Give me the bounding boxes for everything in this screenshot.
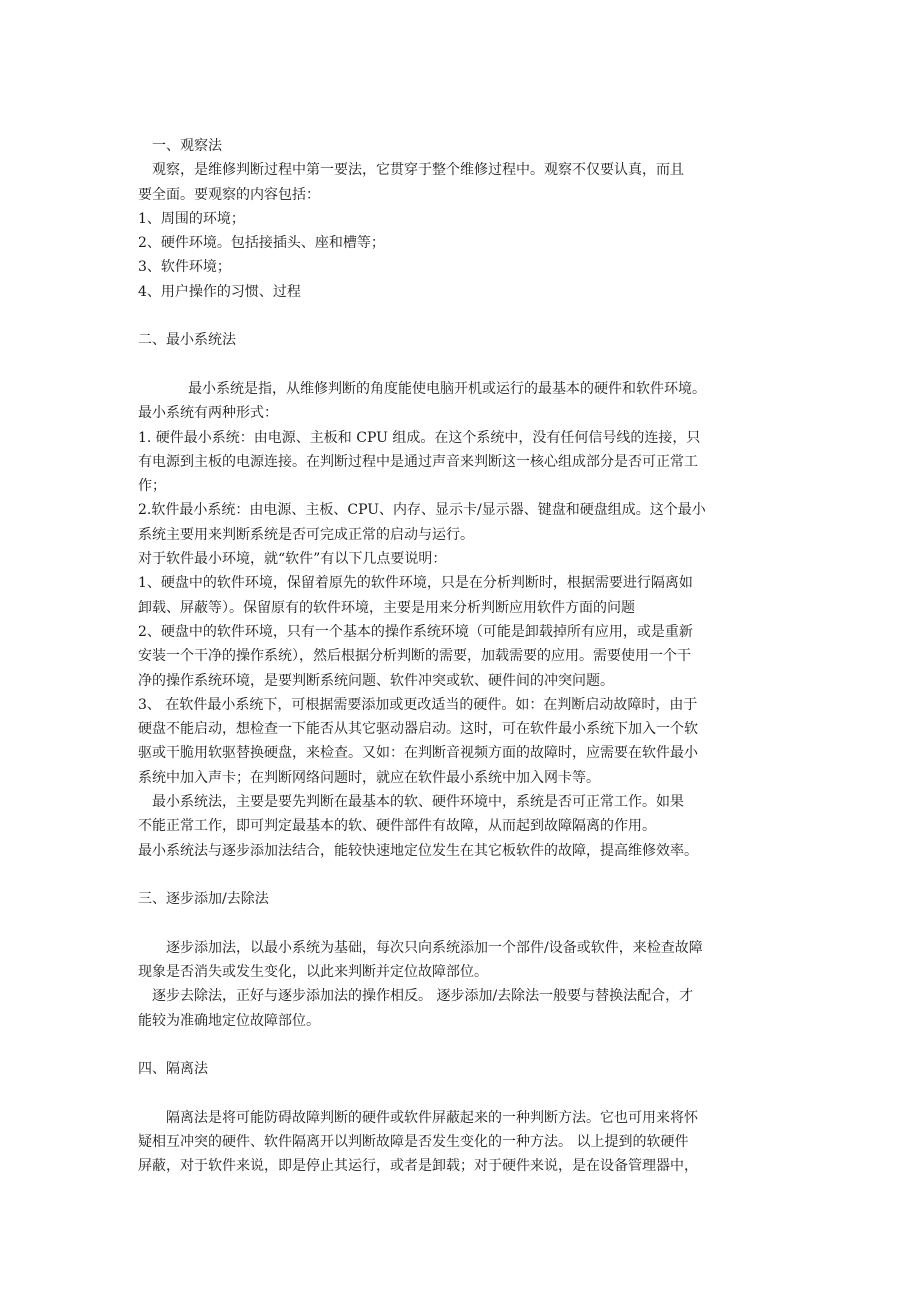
section-heading-observation: 一、观察法 xyxy=(152,138,222,154)
paragraph-line: 现象是否消失或发生变化，以此来判断并定位故障部位。 xyxy=(138,964,488,981)
paragraph-line: 最小系统法与逐步添加法结合，能较快速地定位发生在其它板软件的故障，提高维修效率。 xyxy=(138,842,698,859)
paragraph-line: 对于软件最小环境，就“软件”有以下几点要说明： xyxy=(138,551,447,568)
paragraph-line: 系统中加入声卡；在判断网络问题时，就应在软件最小系统中加入网卡等。 xyxy=(138,769,600,786)
paragraph-line: 作； xyxy=(138,478,166,495)
section-heading-minimum-system: 二、最小系统法 xyxy=(138,332,236,349)
paragraph-line: 安装一个干净的操作系统），然后根据分析判断的需要，加载需要的应用。需要使用一个干 xyxy=(138,648,691,665)
section-heading-isolation: 四、隔离法 xyxy=(138,1061,208,1078)
paragraph-line: 屏蔽，对于软件来说，即是停止其运行，或者是卸载；对于硬件来说，是在设备管理器中， xyxy=(138,1158,698,1175)
paragraph-line: 驱或干脆用软驱替换硬盘，来检查。又如：在判断音视频方面的故障时，应需要在软件最小 xyxy=(138,745,698,762)
list-item: 4、用户操作的习惯、过程 xyxy=(138,283,301,300)
document-page xyxy=(138,134,798,1179)
paragraph-line: 有电源到主板的电源连接。在判断过程中是通过声音来判断这一核心组成部分是否可正常工 xyxy=(138,453,698,470)
paragraph-line: 最小系统法，主要是要先判断在最基本的软、硬件环境中，系统是否可正常工作。如果 xyxy=(152,794,684,811)
paragraph-line: 隔离法是将可能防碍故障判断的硬件或软件屏蔽起来的一种判断方法。它也可用来将怀 xyxy=(166,1109,698,1126)
paragraph-line: 能较为准确地定位故障部位。 xyxy=(138,1012,320,1029)
paragraph-line: 最小系统是指，从维修判断的角度能使电脑开机或运行的最基本的硬件和软件环境。 xyxy=(188,380,706,397)
paragraph-line: 卸载、屏蔽等）。保留原有的软件环境，主要是用来分析判断应用软件方面的问题 xyxy=(138,599,635,616)
paragraph-line: 硬盘不能启动，想检查一下能否从其它驱动器启动。这时，可在软件最小系统下加入一个软 xyxy=(138,721,698,738)
list-item: 3、软件环境； xyxy=(138,259,231,276)
paragraph-line: 2.软件最小系统：由电源、主板、CPU、内存、显示卡/显示器、键盘和硬盘组成。这个最小 xyxy=(138,502,706,519)
paragraph-line: 观察，是维修判断过程中第一要法，它贯穿于整个维修过程中。观察不仅要认真，而且 xyxy=(152,162,684,179)
paragraph-line: 不能正常工作，即可判定最基本的软、硬件部件有故障，从而起到故障隔离的作用。 xyxy=(138,818,656,835)
paragraph-line: 2、硬盘中的软件环境，只有一个基本的操作系统环境（可能是卸载掉所有应用，或是重新 xyxy=(138,623,693,640)
section-heading-add-remove: 三、逐步添加/去除法 xyxy=(138,891,269,908)
paragraph-line: 净的操作系统环境，是要判断系统问题、软件冲突或软、硬件间的冲突问题。 xyxy=(138,672,614,689)
list-item: 1、周围的环境； xyxy=(138,210,245,227)
paragraph-line: 系统主要用来判断系统是否可完成正常的启动与运行。 xyxy=(138,526,474,543)
paragraph-line: 逐步添加法，以最小系统为基础，每次只向系统添加一个部件/设备或软件，来检查故障 xyxy=(166,939,703,956)
paragraph-line: 疑相互冲突的硬件、软件隔离开以判断故障是否发生变化的一种方法。 以上提到的软硬件 xyxy=(138,1134,689,1151)
paragraph-line: 逐步去除法，正好与逐步添加法的操作相反。 逐步添加/去除法一般要与替换法配合，才 xyxy=(152,988,694,1005)
paragraph-line: 1、硬盘中的软件环境，保留着原先的软件环境，只是在分析判断时，根据需要进行隔离如 xyxy=(138,575,693,592)
list-item: 2、硬件环境。包括接插头、座和槽等； xyxy=(138,235,385,252)
paragraph-line: 要全面。要观察的内容包括： xyxy=(138,186,320,203)
paragraph-line: 最小系统有两种形式： xyxy=(138,405,278,422)
paragraph-line: 3、 在软件最小系统下，可根据需要添加或更改适当的硬件。如：在判断启动故障时，由于 xyxy=(138,696,698,713)
paragraph-line: 1. 硬件最小系统：由电源、主板和 CPU 组成。在这个系统中，没有任何信号线的连接，只 xyxy=(138,429,701,446)
